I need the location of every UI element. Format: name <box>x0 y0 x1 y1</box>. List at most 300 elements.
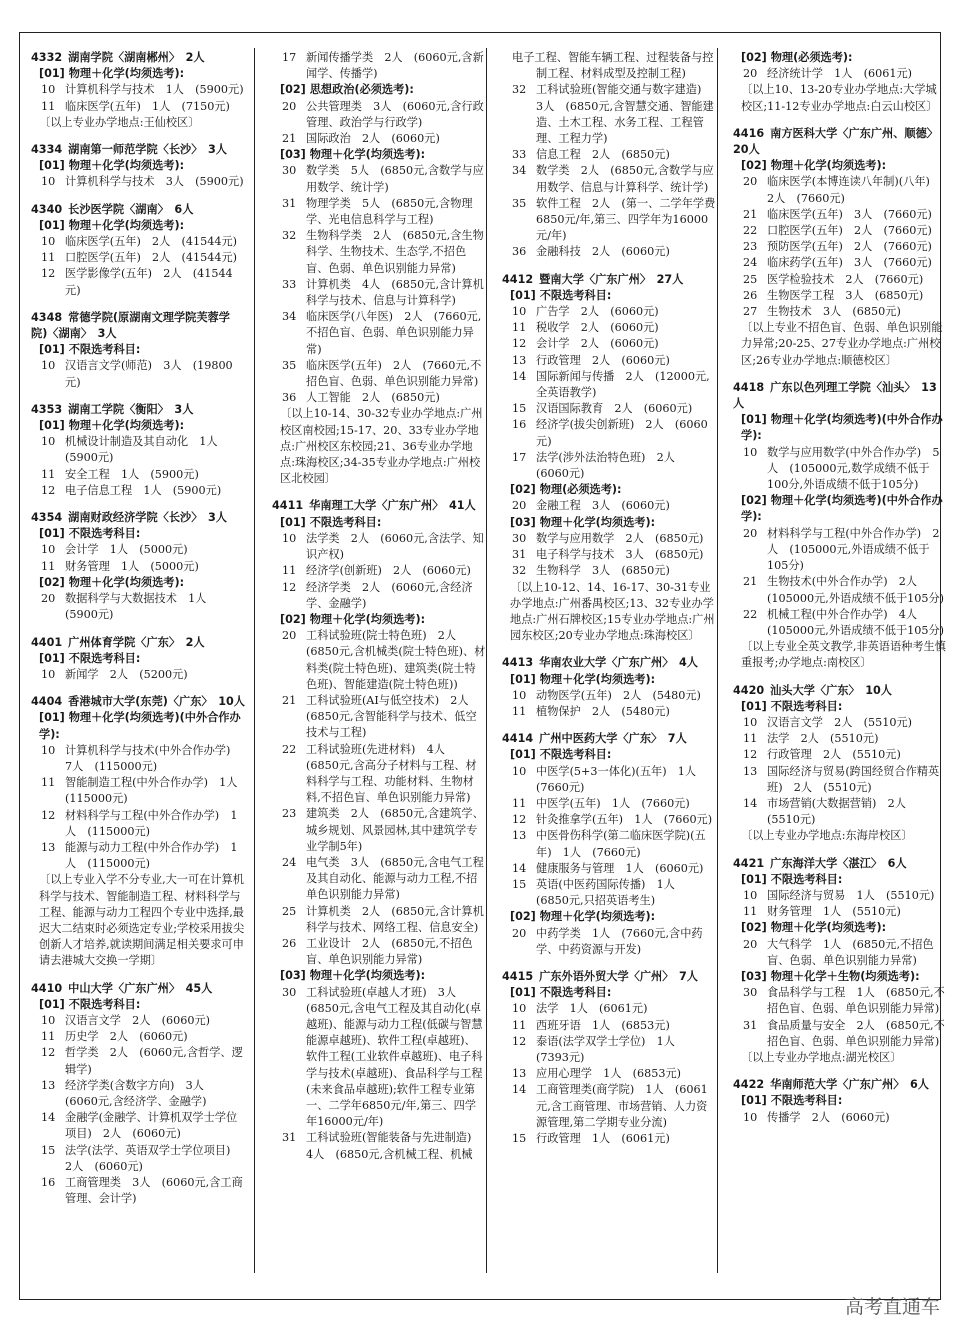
major-item <box>502 861 716 877</box>
subject-group: [01] 不限选考科目: <box>510 748 612 762</box>
university-name: 湖南财政经济学院〈长沙〉 <box>68 511 208 525</box>
university-code: 4416 <box>733 126 765 140</box>
major-item <box>733 888 947 904</box>
major-detail: 临床医学(本博连读八年制)(八年) 2人 (7660元) <box>767 175 942 205</box>
major-detail: 材料科学与工程(中外合作办学) 2人 (105000元,外语成绩不低于105分) <box>767 526 940 573</box>
major-detail: 机械设计制造及其自动化 1人 (5900元) <box>65 435 229 465</box>
major-item <box>733 715 947 731</box>
university-heading <box>502 655 716 671</box>
major-detail: 国际新闻与传播 2人 (12000元,全英语教学) <box>536 369 710 400</box>
university-code: 4332 <box>31 51 63 64</box>
university-entry <box>31 50 245 131</box>
major-detail: 植物保护 2人 (5480元) <box>536 704 670 718</box>
major-item <box>272 806 486 855</box>
university-code: 4410 <box>31 981 63 995</box>
major-code: 12 <box>743 748 758 762</box>
major-item <box>733 764 947 796</box>
major-item <box>502 163 716 195</box>
major-code: 11 <box>41 559 56 573</box>
major-item <box>31 467 245 483</box>
major-item <box>502 547 716 563</box>
university-name: 汕头大学〈广东〉 <box>770 683 866 697</box>
major-item <box>502 812 716 828</box>
major-detail: 口腔医学(五年) 2人 (41544元) <box>65 251 238 265</box>
university-name: 暨南大学〈广东广州〉 <box>539 272 657 286</box>
university-name: 湖南工学院〈衡阳〉 <box>68 402 175 416</box>
major-detail: 会计学 2人 (6060元) <box>536 337 659 351</box>
major-detail: 生物科学类 2人 (6850元,含生物科学、生物技术、生态学,不招色盲、色弱、单色识别能力异常) <box>306 229 484 275</box>
major-detail: 法学 1人 (6061元) <box>536 1002 648 1016</box>
major-item <box>272 985 486 1131</box>
subject-group: [01] 不限选考科目: <box>39 527 141 541</box>
major-detail: 经济学(拔尖创新班) 2人 (6060元) <box>536 418 708 448</box>
major-item <box>502 244 716 260</box>
major-code: 10 <box>41 83 56 97</box>
major-code: 31 <box>282 1131 297 1145</box>
major-code: 30 <box>512 531 527 545</box>
major-item <box>502 1082 716 1131</box>
major-code: 10 <box>512 305 527 319</box>
major-detail: 金融学(金融学、计算机双学士学位项目) 2人 (6060元) <box>65 1111 238 1141</box>
university-heading <box>502 272 716 288</box>
major-detail: 中医学(五年) 1人 (7660元) <box>536 796 690 810</box>
major-detail: 历史学 2人 (6060元) <box>65 1030 188 1044</box>
major-code: 12 <box>512 813 527 827</box>
major-item <box>733 985 947 1017</box>
subject-group: [02] 物理(必须选考): <box>510 483 622 497</box>
major-detail: 财务管理 1人 (5510元) <box>767 905 901 919</box>
major-item <box>733 445 947 494</box>
major-code: 20 <box>743 175 758 189</box>
major-item <box>502 926 716 958</box>
column-divider <box>717 48 718 1273</box>
major-item <box>733 796 947 828</box>
university-entry <box>502 655 716 720</box>
major-item <box>733 304 947 320</box>
major-detail: 数据科学与大数据技术 1人 (5900元) <box>65 592 218 622</box>
university-name: 湖南学院〈湖南郴州〉 <box>68 51 186 64</box>
major-item <box>31 591 245 623</box>
university-name: 广东外语外贸大学〈广州〉 <box>539 969 679 983</box>
university-code: 4421 <box>733 856 765 870</box>
university-quota: 4人 <box>678 656 698 670</box>
major-item <box>502 1001 716 1017</box>
major-code: 15 <box>512 402 527 416</box>
university-heading <box>31 50 245 66</box>
university-entry <box>31 635 245 684</box>
major-code: 20 <box>282 99 297 113</box>
major-code: 12 <box>41 1046 56 1060</box>
major-detail: 机械工程(中外合作办学) 4人 (105000元,外语成绩不低于105分) <box>767 607 945 637</box>
university-entry <box>31 981 245 1208</box>
major-detail: 经济学类(含数字方向) 3人 (6060元,含经济学、金融学) <box>65 1078 216 1108</box>
university-heading <box>31 635 245 651</box>
major-continued: 电子工程、智能车辆工程、过程装备与控制工程、材料成型及控制工程) <box>512 51 714 81</box>
major-detail: 市场营销(大数据营销) 2人 (5510元) <box>767 796 918 827</box>
major-item <box>502 498 716 514</box>
major-code: 20 <box>512 926 527 940</box>
university-quota: 3人 <box>207 143 227 157</box>
subject-group: [02] 物理＋化学(均须选考): <box>741 921 887 935</box>
subject-group: [01] 不限选考科目: <box>510 986 612 1000</box>
major-detail: 税收学 2人 (6060元) <box>536 321 659 335</box>
major-item <box>31 775 249 807</box>
major-code: 35 <box>512 196 527 210</box>
major-code: 14 <box>512 369 527 383</box>
major-item <box>31 542 245 558</box>
major-detail: 软件工程 2人 (第一、二学年学费6850元/年,第三、四学年为16000元/年) <box>536 196 716 243</box>
campus-note: 〔以上专业全英文教学,非英语语种考生慎重报考;办学地点:南校区〕 <box>741 640 946 670</box>
university-code: 4401 <box>31 635 63 649</box>
major-code: 11 <box>41 251 56 265</box>
university-entry <box>31 694 249 969</box>
major-item <box>733 288 947 304</box>
major-detail: 生物技术(中外合作办学) 2人 (105000元,外语成绩不低于105分) <box>767 575 945 605</box>
major-item <box>502 196 716 245</box>
university-heading <box>733 683 947 699</box>
major-code: 33 <box>512 148 527 162</box>
major-item <box>272 855 486 904</box>
major-detail: 工商管理类 3人 (6060元,含工商管理、会计学) <box>65 1176 243 1206</box>
major-code: 13 <box>512 829 527 843</box>
major-code: 10 <box>282 531 297 545</box>
university-name: 华南师范大学〈广东广州〉 <box>770 1078 910 1092</box>
major-detail: 汉语言文学(师范) 3人 (19800元) <box>65 359 233 389</box>
university-heading <box>502 969 716 985</box>
major-code: 10 <box>743 888 758 902</box>
major-item <box>733 1110 947 1126</box>
university-quota: 6人 <box>174 202 194 216</box>
major-detail: 预防医学(五年) 2人 (7660元) <box>767 240 932 254</box>
major-detail: 物理学类 5人 (6850元,含物理学、光电信息科学与工程) <box>306 196 473 227</box>
major-item <box>31 743 245 775</box>
university-entry <box>733 50 947 115</box>
subject-group: [02] 物理＋化学(均须选考): <box>741 159 887 173</box>
major-detail: 法学(法学、英语双学士学位项目) 2人 (6060元) <box>65 1143 242 1173</box>
campus-note: 〔以上专业办学地点:王仙校区〕 <box>39 115 200 129</box>
major-detail: 计算机科学与技术 3人 (5900元) <box>65 175 244 189</box>
major-code: 11 <box>41 1030 56 1044</box>
major-item <box>502 796 716 812</box>
campus-note: 〔以上专业办学地点:东海岸校区〕 <box>741 829 913 843</box>
major-item <box>31 1029 245 1045</box>
major-code: 22 <box>282 742 297 756</box>
major-detail: 工商管理类(商学院) 1人 (6061元,含工商管理、市场营销、人力资源管理,第二学期专业分流) <box>536 1083 708 1129</box>
major-item <box>272 277 486 309</box>
major-code: 25 <box>282 904 297 918</box>
university-quota: 27人 <box>656 272 684 286</box>
column-2 <box>272 50 486 1174</box>
major-code: 12 <box>512 337 527 351</box>
subject-group: [02] 思想政治(必须选考): <box>280 83 414 97</box>
major-item <box>272 131 486 147</box>
university-heading <box>272 498 486 514</box>
major-code: 32 <box>282 229 297 243</box>
major-detail: 哲学类 2人 (6060元,含哲学、逻辑学) <box>65 1046 243 1076</box>
major-detail: 信息工程 2人 (6850元) <box>536 148 670 162</box>
major-code: 10 <box>41 435 56 449</box>
university-quota: 3人 <box>97 327 117 341</box>
major-detail: 数学类 2人 (6850元,含数学与应用数学、信息与计算科学、统计学) <box>536 164 714 194</box>
university-code: 4420 <box>733 683 765 697</box>
major-detail: 计算机类 2人 (6850元,含计算机科学与技术、网络工程、信息安全) <box>306 904 484 934</box>
major-code: 15 <box>512 1132 527 1145</box>
major-code: 10 <box>512 688 527 702</box>
major-code: 17 <box>512 450 527 464</box>
major-item <box>272 628 486 693</box>
major-item <box>272 580 486 612</box>
university-code: 4412 <box>502 272 534 286</box>
university-entry <box>502 969 716 1147</box>
major-item <box>272 99 486 131</box>
major-code: 33 <box>282 277 297 291</box>
university-code: 4413 <box>502 656 534 670</box>
university-entry <box>272 50 486 487</box>
university-quota: 6人 <box>909 1078 929 1092</box>
major-detail: 国际政治 2人 (6060元) <box>306 132 440 146</box>
major-code: 26 <box>743 288 758 302</box>
major-detail: 英语(中医药国际传播) 1人 (6850元,只招英语考生) <box>536 877 687 908</box>
university-entry <box>31 202 245 299</box>
major-item <box>502 1066 716 1082</box>
major-item <box>31 1078 245 1110</box>
subject-group: [02] 物理＋化学(均须选考): <box>510 910 656 924</box>
major-detail: 临床医学(五年) 3人 (7660元) <box>767 207 932 221</box>
major-detail: 生物医学工程 3人 (6850元) <box>767 288 924 302</box>
major-code: 36 <box>282 391 297 405</box>
major-item <box>502 877 716 909</box>
major-code: 10 <box>512 1002 527 1016</box>
major-code: 14 <box>512 1083 527 1097</box>
major-detail: 国际经济与贸易(跨国经贸合作精英班) 2人 (5510元) <box>767 764 940 794</box>
major-item <box>31 1045 245 1077</box>
major-code: 13 <box>512 1067 527 1081</box>
major-code: 12 <box>41 267 56 281</box>
major-detail: 人工智能 2人 (6850元) <box>306 391 440 405</box>
major-item <box>31 99 245 115</box>
university-quota: 7人 <box>678 969 698 983</box>
major-detail: 工科试验班(卓越人才班) 3人 (6850元,含电气工程及其自动化(卓越班)、能源与动力工程(低碳与智慧能源卓越班)、软件工程(卓越班)、软件工程(工业软件卓越班)、电子科学与技术(卓越班)、食品科学与工程(未来食品卓越班);软件工程专业第一、二学年6850元/年,第三、四学年16000元/年) <box>306 985 483 1129</box>
major-code: 11 <box>512 796 527 810</box>
major-code: 10 <box>41 667 56 681</box>
major-item <box>272 390 486 406</box>
major-item <box>733 255 947 271</box>
university-entry <box>31 142 245 191</box>
major-code: 15 <box>512 877 527 891</box>
campus-note: 〔以上专业入学不分专业,大一可在计算机科学与技术、智能制造工程、材料科学与工程、能源与动力工程四个专业中选择,最迟大二结束时必须选定专业;学校采用拔尖创新人才培养,就读期间满足相关要求可申请去港城大交换一学期〕 <box>39 873 245 968</box>
university-heading <box>733 1077 947 1093</box>
major-detail: 数学与应用数学 2人 (6850元) <box>536 531 704 545</box>
subject-group: [01] 物理＋化学(均须选考)(中外合作办学): <box>741 413 943 443</box>
major-detail: 能源与动力工程(中外合作办学) 1人 (115000元) <box>65 840 238 871</box>
major-code: 21 <box>743 575 758 589</box>
major-item <box>31 250 245 266</box>
university-name: 常德学院(原湖南文理学院芙蓉学院)〈湖南〉 <box>31 310 230 341</box>
major-item <box>733 747 947 763</box>
major-detail: 公共管理类 3人 (6060元,含行政管理、政治学与行政学) <box>306 99 484 129</box>
university-heading <box>733 380 947 412</box>
major-detail: 食品质量与安全 2人 (6850元,不招色盲、色弱、单色识别能力异常) <box>767 1018 945 1048</box>
campus-note: 〔以上专业不招色盲、色弱、单色识别能力异常;20-25、27专业办学地点:广州校区;26专业办学地点:顺德校区〕 <box>741 321 943 367</box>
subject-group: [01] 物理＋化学(均须选考)(中外合作办学): <box>39 711 241 741</box>
major-code: 10 <box>743 1110 758 1124</box>
university-name: 南方医科大学〈广东广州、顺德〉 <box>770 126 944 140</box>
major-code: 11 <box>282 564 297 578</box>
major-code: 32 <box>512 564 527 578</box>
major-detail: 法学(涉外法治特色班) 2人 (6060元) <box>536 450 687 481</box>
major-code: 31 <box>282 196 297 210</box>
university-heading <box>31 202 245 218</box>
university-code: 4411 <box>272 499 304 513</box>
university-heading <box>733 126 947 158</box>
major-code: 11 <box>512 1018 527 1032</box>
major-code: 14 <box>512 861 527 875</box>
major-detail: 金融工程 3人 (6060元) <box>536 499 670 513</box>
university-code: 4334 <box>31 143 63 157</box>
subject-group: [02] 物理＋化学(均须选考)(中外合作办学): <box>741 494 943 524</box>
university-quota: 10人 <box>218 695 245 709</box>
university-heading <box>31 981 245 997</box>
major-detail: 应用心理学 1人 (6853元) <box>536 1067 682 1081</box>
major-item <box>502 369 716 401</box>
university-quota: 41人 <box>448 499 476 513</box>
university-quota: 45人 <box>185 981 213 995</box>
university-entry <box>733 1077 947 1126</box>
major-item <box>31 840 245 872</box>
major-item <box>272 1130 486 1162</box>
subject-group: [02] 物理＋化学(均须选考): <box>39 575 185 589</box>
subject-group: [01] 不限选考科目: <box>39 997 141 1011</box>
major-detail: 电子科学与技术 3人 (6850元) <box>536 548 704 562</box>
subject-group: [01] 物理＋化学(均须选考): <box>39 159 185 173</box>
major-item <box>502 336 716 352</box>
column-1 <box>31 50 249 1218</box>
major-detail: 口腔医学(五年) 2人 (7660元) <box>767 224 932 238</box>
major-code: 31 <box>743 1018 758 1032</box>
major-item <box>502 1018 716 1034</box>
major-detail: 建筑类 2人 (6850元,含建筑学、城乡规划、风景园林,其中建筑学专业学制5年) <box>306 807 484 853</box>
column-3 <box>502 50 716 1158</box>
university-name: 广州中医药大学〈广东〉 <box>539 732 668 746</box>
major-code: 36 <box>512 245 527 259</box>
major-detail: 计算机科学与技术(中外合作办学) 7人 (115000元) <box>65 743 242 773</box>
major-code: 11 <box>41 467 56 481</box>
major-code: 20 <box>743 937 758 951</box>
campus-note: 〔以上10-14、30-32专业办学地点:广州校区南校园;15-17、20、33专业办学地点:广州校区东校园;21、36专业办学地点:珠海校区;34-35专业办学地点:广州校区北校园〕 <box>280 407 483 486</box>
major-item <box>272 196 486 228</box>
major-detail: 工科试验班(AI与低空技术) 2人 (6850元,含智能科学与技术、低空技术与工程) <box>306 693 480 740</box>
major-code: 16 <box>512 418 527 432</box>
university-code: 4404 <box>31 695 63 709</box>
major-item <box>31 559 245 575</box>
major-code: 12 <box>41 808 56 822</box>
major-code: 22 <box>743 607 758 621</box>
major-code: 13 <box>512 353 527 367</box>
subject-group: [01] 物理＋化学(均须选考): <box>510 672 656 686</box>
major-code: 11 <box>41 776 56 790</box>
major-item <box>502 401 716 417</box>
major-code: 10 <box>743 715 758 729</box>
university-name: 华南理工大学〈广东广州〉 <box>309 499 449 513</box>
major-item <box>733 904 947 920</box>
university-code: 4340 <box>31 202 63 216</box>
university-entry <box>733 126 947 369</box>
major-item <box>31 667 245 683</box>
major-detail: 工科试验班(先进材料) 4人 (6850元,含高分子材料与工程、材料科学与工程、功能材料、生物材料,不招色盲、单色识别能力异常) <box>306 742 477 805</box>
major-item <box>31 1175 245 1207</box>
university-entry <box>502 50 716 261</box>
subject-group: [01] 物理＋化学(均须选考): <box>39 67 185 81</box>
major-code: 34 <box>512 164 527 178</box>
major-item <box>733 526 947 575</box>
major-detail: 中医学(5+3一体化)(五年) 1人 (7660元) <box>536 764 708 794</box>
university-code: 4422 <box>733 1078 765 1092</box>
major-code: 24 <box>743 256 758 270</box>
major-detail: 广告学 2人 (6060元) <box>536 305 659 319</box>
university-name: 长沙医学院〈湖南〉 <box>68 202 175 216</box>
major-item <box>31 82 245 98</box>
university-code: 4354 <box>31 511 63 525</box>
major-item <box>502 563 716 579</box>
university-heading <box>31 694 245 710</box>
major-detail: 中药学类 1人 (7660元,含中药学、中药资源与开发) <box>536 926 703 956</box>
university-quota: 2人 <box>185 635 205 649</box>
subject-group: [01] 不限选考科目: <box>280 515 382 529</box>
major-item <box>272 531 486 563</box>
major-item <box>733 207 947 223</box>
major-detail: 行政管理 1人 (6061元) <box>536 1132 670 1145</box>
subject-group: [02] 物理＋化学(均须选考): <box>280 612 426 626</box>
major-code: 15 <box>41 1143 56 1157</box>
major-detail: 大气科学 1人 (6850元,不招色盲、色弱、单色识别能力异常) <box>767 937 934 967</box>
major-item <box>31 1143 245 1175</box>
major-code: 12 <box>282 580 297 594</box>
campus-note: 〔以上专业办学地点:湖光校区〕 <box>741 1050 902 1064</box>
university-name: 广州体育学院〈广东〉 <box>68 635 186 649</box>
major-item <box>31 174 245 190</box>
major-code: 20 <box>743 67 758 81</box>
major-detail: 法学 2人 (5510元) <box>767 732 879 746</box>
major-item <box>272 309 486 358</box>
university-heading <box>733 856 947 872</box>
major-item <box>272 358 486 390</box>
major-detail: 临床医学(五年) 1人 (7150元) <box>65 99 230 113</box>
subject-group: [01] 不限选考科目: <box>510 288 612 302</box>
major-item <box>31 434 245 466</box>
major-code: 14 <box>41 1111 56 1125</box>
major-detail: 数学与应用数学(中外合作办学) 5人 (105000元,数学成绩不低于100分,外语成绩不低于105分) <box>767 445 940 492</box>
major-detail: 工科试验班(智能装备与先进制造) 4人 (6850元,含机械工程、机械 <box>306 1131 483 1161</box>
major-item <box>502 828 716 860</box>
major-item <box>31 1013 245 1029</box>
major-code: 11 <box>512 704 527 718</box>
major-detail: 临床医学(八年医) 2人 (7660元,不招色盲、色弱、单色识别能力异常) <box>306 310 482 356</box>
major-item <box>502 417 716 449</box>
university-quota: 10人 <box>865 683 892 697</box>
major-item <box>272 228 486 277</box>
major-code: 21 <box>282 693 297 707</box>
major-code: 13 <box>41 840 56 854</box>
subject-group: [03] 物理＋化学＋生物(均须选考): <box>741 969 920 983</box>
column-4 <box>733 50 947 1137</box>
major-code: 22 <box>743 224 758 238</box>
major-item <box>502 531 716 547</box>
major-detail: 汉语言文学 2人 (5510元) <box>767 715 913 729</box>
major-item <box>733 239 947 255</box>
university-quota: 20人 <box>733 143 760 157</box>
campus-note: 〔以上10-12、14、16-17、30-31专业办学地点:广州番禺校区;13、32专业办学地点:广州石牌校区;15专业办学地点:广州园东校区;20专业办学地点:珠海校区〕 <box>510 580 715 643</box>
major-detail: 安全工程 1人 (5900元) <box>65 467 199 481</box>
